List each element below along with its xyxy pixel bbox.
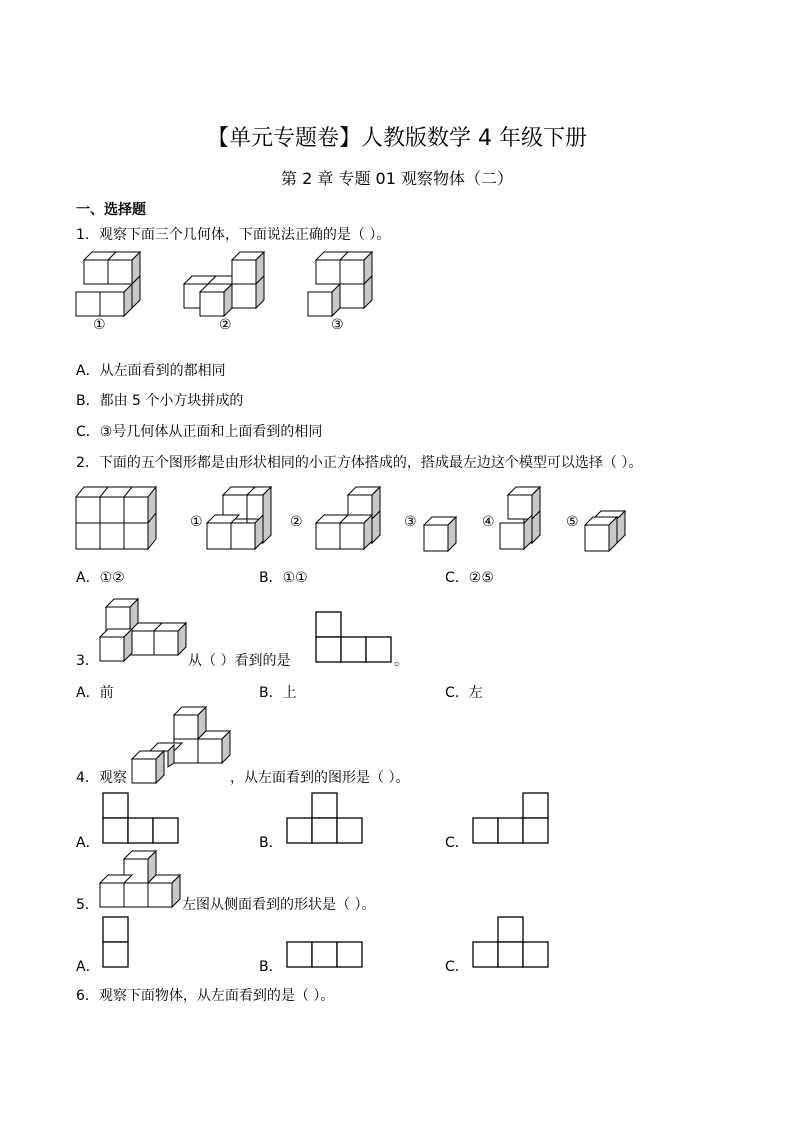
q4-option-c: C． [445,835,469,851]
q2-fig-label-3: ③ [404,514,417,530]
q1-figure-2 [184,252,274,322]
q3-end-text: 。 [394,653,408,669]
q1-option-c: C．③号几何体从正面和上面看到的相同 [76,424,323,440]
q4-number: 4．观察 [76,770,127,786]
q5-option-b-figure [287,942,367,970]
q2-figure-3 [424,517,464,553]
q1-fig-label-3: ③ [331,317,344,333]
q4-option-c-figure [473,793,553,845]
q2-fig-label-4: ④ [482,514,495,530]
q3-option-c: C．左 [445,685,483,701]
q2-option-a: A．①② [76,570,125,586]
q4-option-a: A． [76,835,100,851]
q5-option-a-figure [103,917,133,969]
q5-option-c: C． [445,959,469,975]
q5-option-b: B． [259,959,283,975]
q5-middle-text: 左图从侧面看到的形状是（ ）。 [182,897,376,913]
q2-stem: 2．下面的五个图形都是由形状相同的小正方体搭成的，搭成最左边这个模型可以选择（ ）。 [76,455,643,471]
q5-option-c-figure [473,917,553,969]
q4-middle-text: ，从左面看到的图形是（ ）。 [230,770,410,786]
page-subtitle: 第 2 章 专题 01 观察物体（二） [281,169,513,188]
q5-solid-figure [100,851,184,911]
q3-solid-figure [100,599,192,665]
q4-option-b-figure [287,793,367,845]
q1-figure-1 [76,252,146,322]
q5-option-a: A． [76,959,100,975]
q5-number: 5． [76,897,99,913]
q2-fig-label-5: ⑤ [566,514,579,530]
q1-fig-label-1: ① [93,317,106,333]
q2-figure-5 [585,511,629,553]
q3-middle-text: 从（ ）看到的是 [188,653,291,669]
q1-figure-3 [308,252,378,322]
q3-option-b: B．上 [259,685,297,701]
page-title: 【单元专题卷】人教版数学 4 年级下册 [207,126,587,151]
q2-option-b: B．①① [259,570,308,586]
section-heading: 一、选择题 [76,202,146,218]
q3-number: 3． [76,653,99,669]
q2-figure-4 [500,487,544,553]
q2-fig-label-2: ② [290,514,303,530]
q2-fig-label-1: ① [190,514,203,530]
q1-fig-label-2: ② [219,317,232,333]
q6-stem: 6．观察下面物体，从左面看到的是（ ）。 [76,988,335,1004]
q2-model [76,487,168,553]
q1-option-b: B．都由 5 个小方块拼成的 [76,393,244,409]
q3-view-figure [316,612,396,664]
q2-figure-2 [316,487,386,553]
q1-option-a: A．从左面看到的都相同 [76,363,226,379]
q2-figure-1 [207,487,277,553]
q4-option-a-figure [103,793,183,845]
q1-stem: 1．观察下面三个几何体，下面说法正确的是（ ）。 [76,227,391,243]
q4-option-b: B． [259,835,283,851]
q4-solid-figure [132,707,232,785]
q3-option-a: A．前 [76,685,114,701]
q2-option-c: C．②⑤ [445,570,494,586]
